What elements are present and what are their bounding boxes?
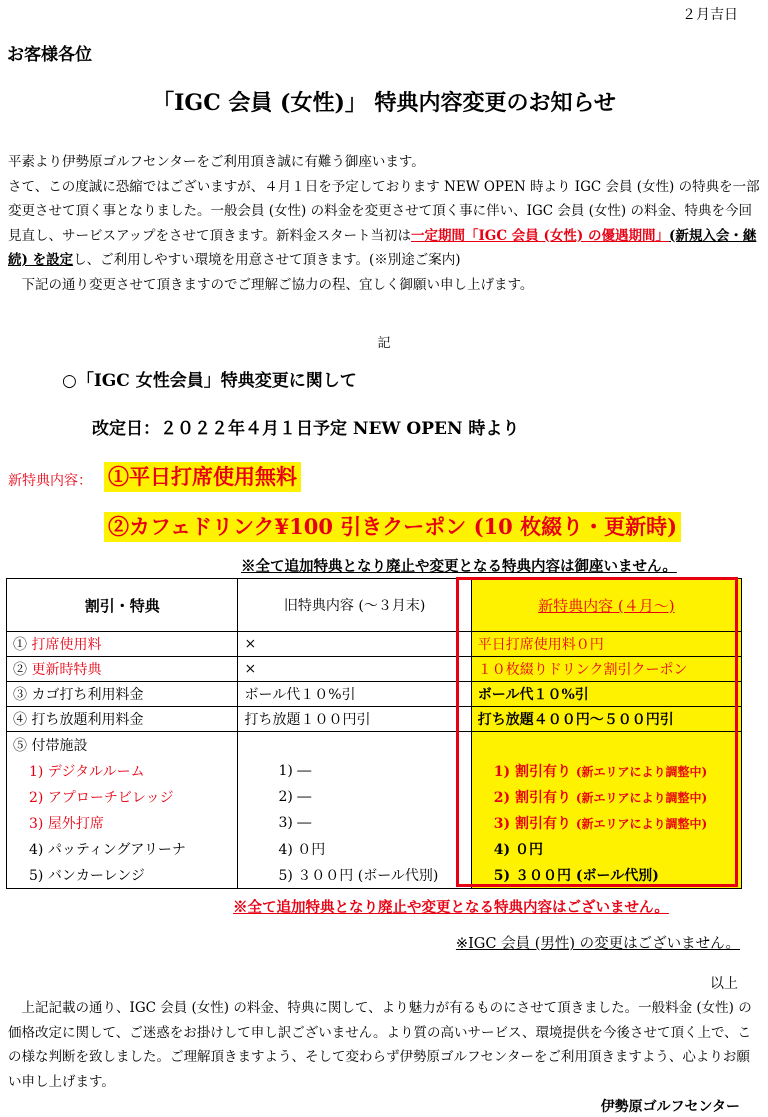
row-name (7, 682, 238, 707)
facility-new (471, 758, 741, 784)
facility-old: 1) ― (238, 758, 471, 784)
new-benefit-2: ②カフェドリンク¥100 引きクーポン (10 枚綴り・更新時) (104, 512, 681, 542)
row-new: 平日打席使用料０円 (471, 632, 741, 657)
row-label: 更新時特典 (31, 662, 102, 678)
row-label: 打ち放題利用料金 (31, 712, 144, 728)
table-row (7, 862, 742, 889)
row-num: ③ (13, 687, 27, 703)
facility-new-value: 2) 割引有り (493, 790, 571, 806)
row-num: ② (13, 662, 27, 678)
ki-mark: 記 (377, 336, 391, 351)
note-bottom: ※全て追加特典となり廃止や変更となる特典内容はございません。 (233, 899, 669, 916)
row-old: × (238, 632, 471, 657)
facility-name: 3) 屋外打席 (7, 810, 238, 836)
intro-body-a: さて、この度誠に恐縮ではございますが、４月１日を予定しております NEW OPEN 時より IGC 会員 (女性) の特典を一部変更させて頂く事となりました。一般会員 (女性) の料金を変更させて頂く事に伴い、IGC 会員 (女性) の料金、特典を今回見直し、サービスアップをさせて頂きます。新料金スタート当初は (8, 178, 760, 244)
table-header-row (7, 579, 742, 632)
row-num: ① (13, 637, 27, 653)
facility-old: 2) ― (238, 784, 471, 810)
row-label: カゴ打ち利用料金 (31, 687, 144, 703)
facility-new (471, 862, 741, 889)
facility-new-note: (新エリアにより調整中) (575, 817, 708, 831)
table-row (7, 784, 742, 810)
table-row (7, 682, 742, 707)
note-male: ※IGC 会員 (男性) の変更はございません。 (455, 936, 740, 952)
row-old: × (238, 657, 471, 682)
intro-line-1: 平素より伊勢原ゴルフセンターをご利用頂き誠に有難う御座います。 (8, 154, 425, 170)
row-old: ボール代１０%引 (238, 682, 471, 707)
note-top: ※全て追加特典となり廃止や変更となる特典内容は御座いません。 (241, 558, 677, 575)
facility-new-value: 5) ３００円 (ボール代別) (493, 868, 659, 884)
facilities-title: ⑤ 付帯施設 (7, 732, 238, 759)
header-old: 旧特典内容 (～３月末) (238, 579, 471, 632)
row-new: 打ち放題４００円～５００円引 (471, 707, 741, 732)
facility-name: 2) アプローチビレッジ (7, 784, 238, 810)
row-new: ボール代１０%引 (471, 682, 741, 707)
facility-new-note: (新エリアにより調整中) (575, 791, 708, 805)
intro-paragraph (8, 150, 760, 297)
row-name (7, 707, 238, 732)
preferential-period-highlight: 一定期間「IGC 会員 (女性) の優遇期間」 (410, 227, 669, 244)
facility-new (471, 836, 741, 862)
facility-name: 5) バンカーレンジ (7, 862, 238, 889)
closing-paragraph: 上記記載の通り、IGC 会員 (女性) の料金、特典に関して、より魅力が有るものにさせて頂きました。一般料金 (女性) の価格改定に関して、ご迷惑をお掛けして申し訳ございません。より質の高いサービス、環境提供を今後させて頂く上で、この様な判断を致しました。ご理解頂きますよう、そして変わらず伊勢原ゴルフセンターをご利用頂きますよう、心よりお願い申し上げます。 (8, 1000, 752, 1090)
facility-new-note: (新エリアにより調整中) (575, 765, 708, 779)
header-benefit: 割引・特典 (7, 579, 238, 632)
intro-body (8, 175, 760, 273)
facility-new-value: 3) 割引有り (493, 816, 571, 832)
row-name (7, 632, 238, 657)
row-num: ④ (13, 712, 27, 728)
table-row (7, 758, 742, 784)
row-old: 打ち放題１００円引 (238, 707, 471, 732)
header-new: 新特典内容 (４月～) (471, 579, 741, 632)
facility-new (471, 810, 741, 836)
intro-body-c: し、ご利用しやすい環境を用意させて頂きます。(※別途ご案内) (73, 252, 461, 268)
document-date: ２月吉日 (682, 7, 738, 23)
document-title: 「IGC 会員 (女性)」 特典内容変更のお知らせ (152, 90, 616, 116)
table-row (7, 836, 742, 862)
facility-old: 5) ３００円 (ボール代別) (238, 862, 471, 889)
facility-new (471, 784, 741, 810)
table-row (7, 707, 742, 732)
row-label: 打席使用料 (31, 637, 102, 653)
benefits-table (6, 578, 742, 889)
signature: 伊勢原ゴルフセンター (600, 1099, 740, 1115)
new-benefit-1: ①平日打席使用無料 (104, 462, 301, 492)
row-new: １０枚綴りドリンク割引クーポン (471, 657, 741, 682)
facility-name: 1) デジタルルーム (7, 758, 238, 784)
section-title: ○「IGC 女性会員」特典変更に関して (62, 371, 357, 391)
greeting: お客様各位 (7, 45, 92, 65)
intro-line-3: 下記の通り変更させて頂きますのでご理解ご協力の程、宜しく御願い申し上げます。 (21, 276, 534, 293)
table-row (7, 632, 742, 657)
revision-date: 改定日：２０２２年４月１日予定 NEW OPEN 時より (92, 419, 520, 439)
new-renewal-setting: (新規入会・継続) を設定 (8, 227, 757, 268)
ijo-mark: 以上 (710, 976, 738, 992)
new-benefits-label: 新特典内容： (8, 473, 92, 489)
table-row (7, 810, 742, 836)
facility-name: 4) パッティングアリーナ (7, 836, 238, 862)
facility-old: 4) ０円 (238, 836, 471, 862)
row-name (7, 657, 238, 682)
facility-new-value: 4) ０円 (493, 842, 543, 858)
facilities-header-row (7, 732, 742, 759)
facility-new-value: 1) 割引有り (493, 764, 571, 780)
table-row (7, 657, 742, 682)
facility-old: 3) ― (238, 810, 471, 836)
